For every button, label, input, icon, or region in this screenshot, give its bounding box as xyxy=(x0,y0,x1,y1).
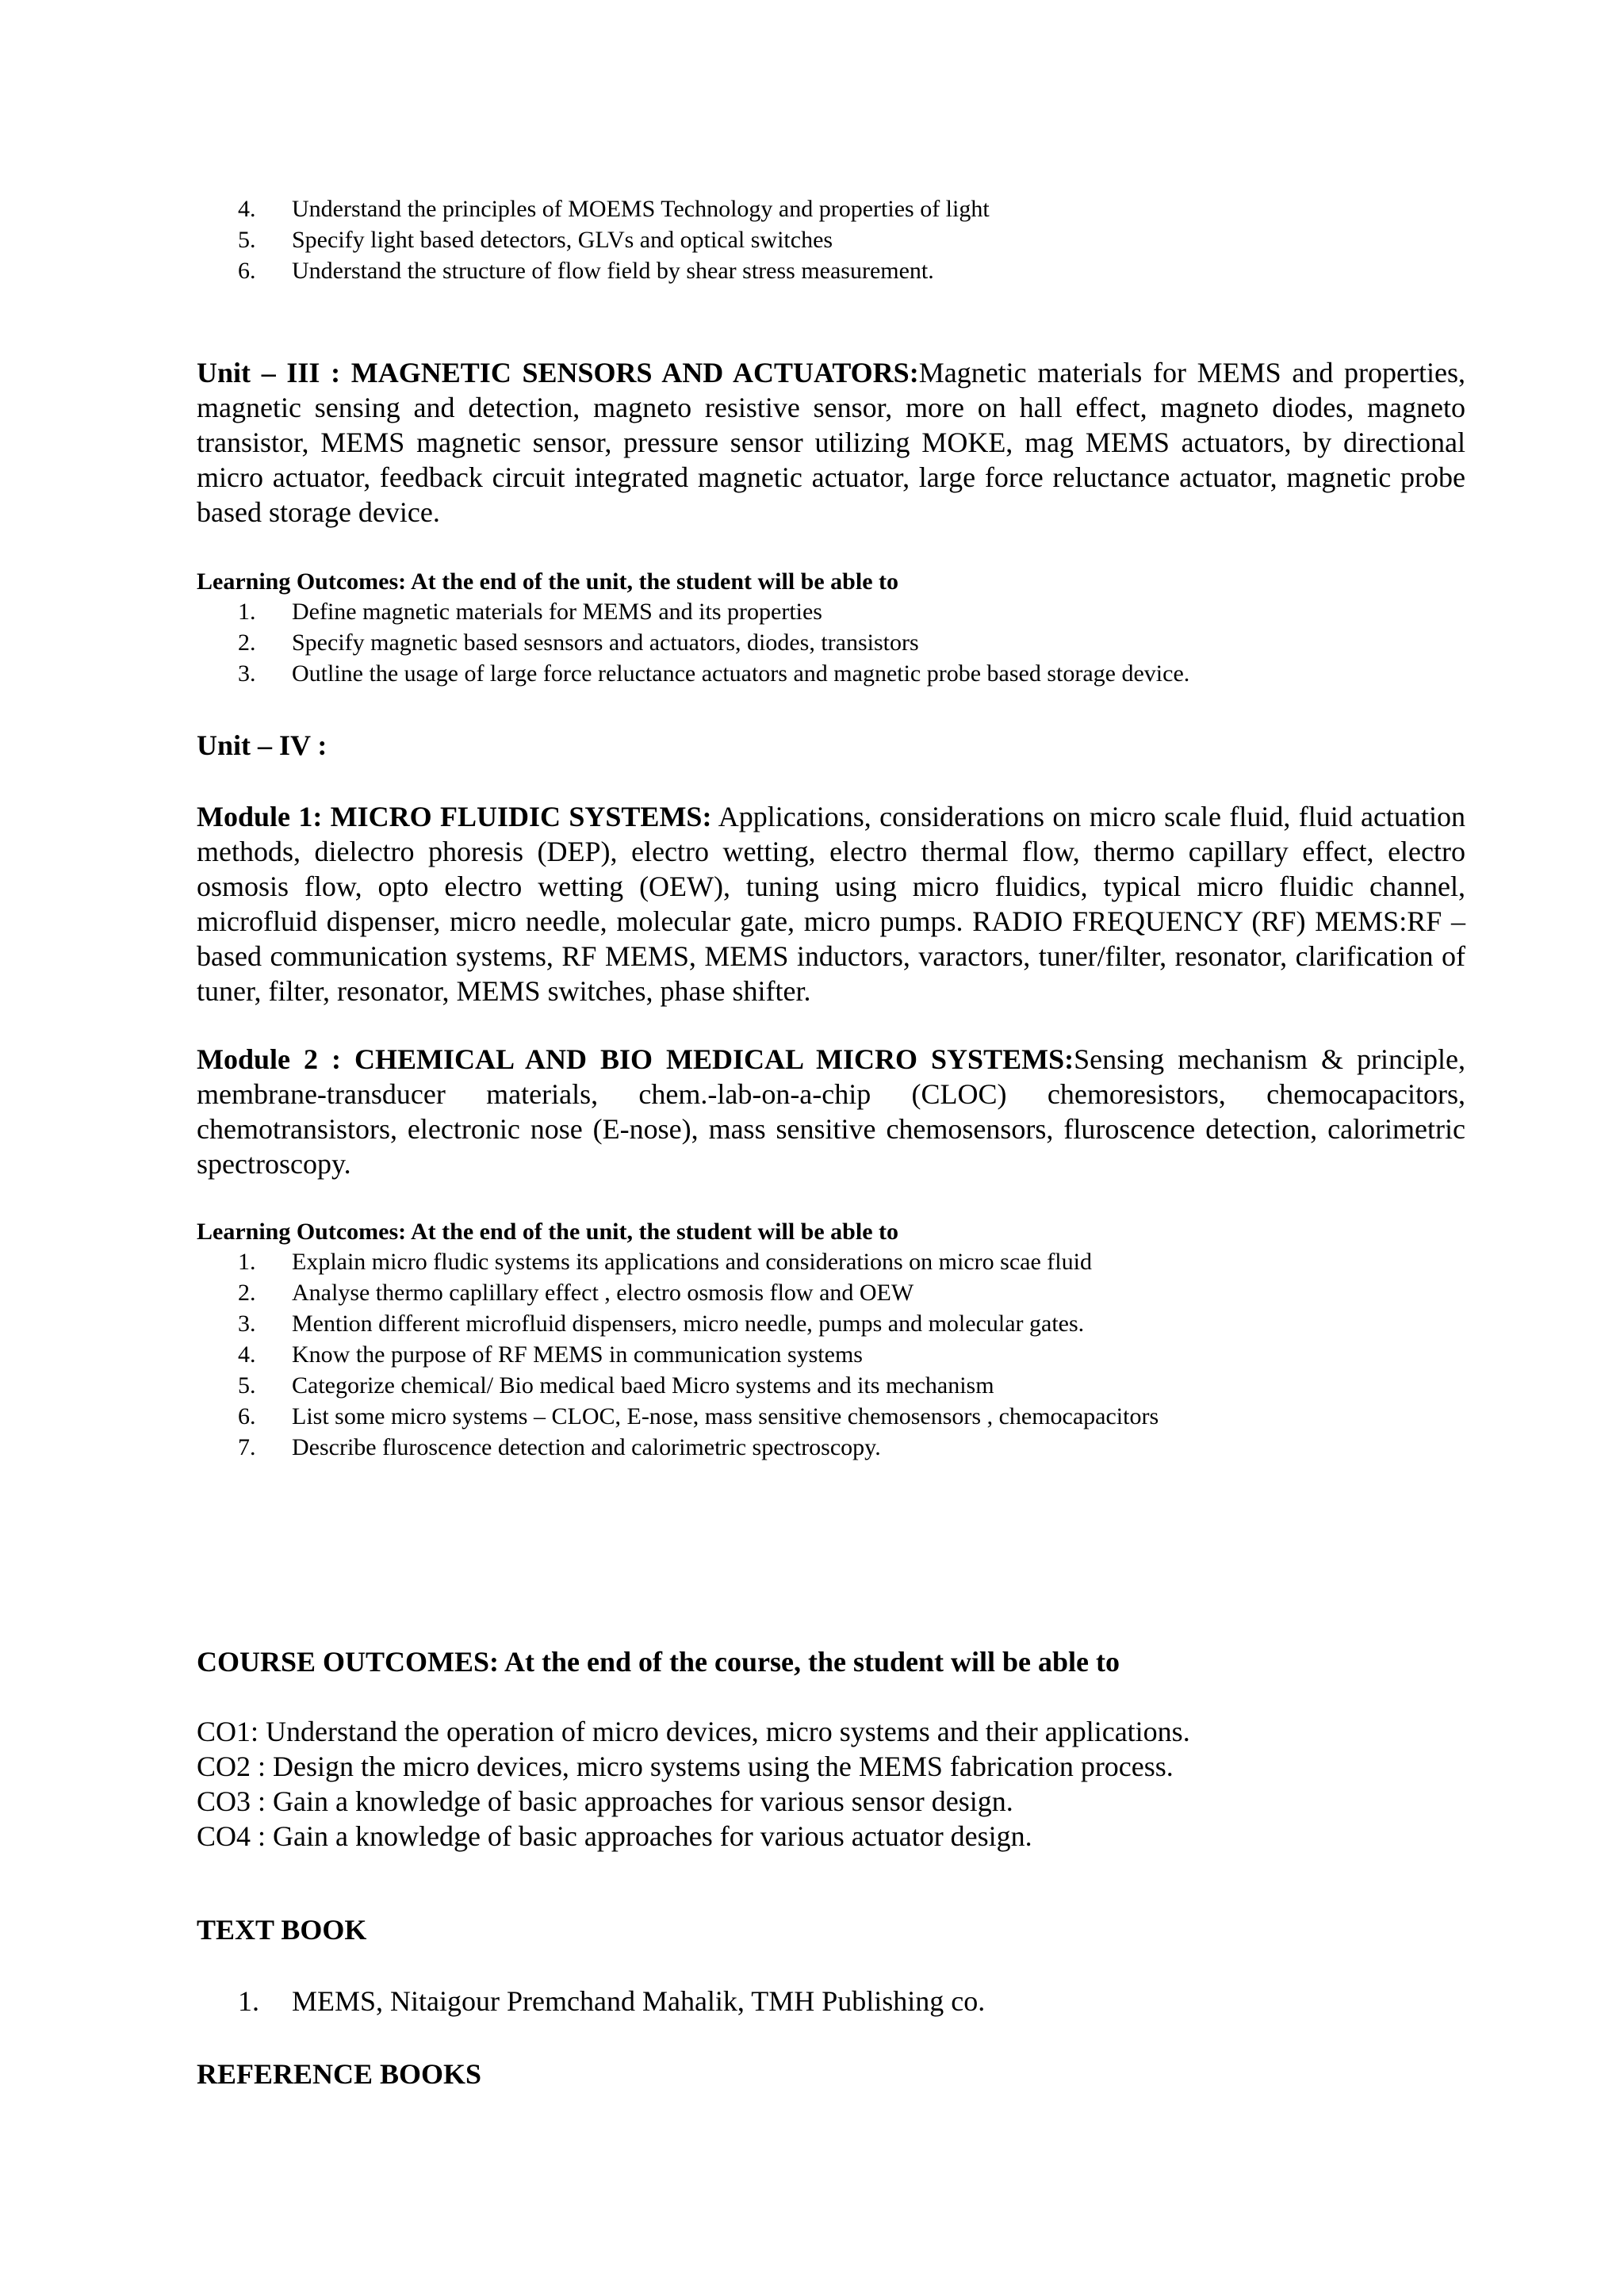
course-outcomes-heading: COURSE OUTCOMES: At the end of the course, the student will be able to xyxy=(197,1646,1120,1678)
list-number: 2. xyxy=(238,1280,256,1306)
unit3-learning-outcomes-heading: Learning Outcomes: At the end of the unit, the student will be able to xyxy=(197,568,898,595)
list-text: Explain micro fludic systems its applications and considerations on micro scae fluid xyxy=(292,1249,1092,1275)
list-number: 6. xyxy=(238,1403,256,1429)
course-outcome-item: CO4 : Gain a knowledge of basic approaches for various actuator design. xyxy=(197,1820,1032,1852)
list-number: 6. xyxy=(238,258,256,284)
list-item xyxy=(238,193,1475,224)
list-number: 1. xyxy=(238,1985,259,2017)
list-number: 2. xyxy=(238,629,256,656)
list-item xyxy=(238,1432,1475,1463)
list-item xyxy=(238,596,1475,627)
course-outcome-item: CO2 : Design the micro devices, micro systems using the MEMS fabrication process. xyxy=(197,1751,1174,1782)
module1-paragraph xyxy=(197,799,1465,1008)
list-item xyxy=(238,224,1475,255)
list-text: Analyse thermo caplillary effect , electro osmosis flow and OEW xyxy=(292,1280,914,1306)
list-item xyxy=(238,627,1475,658)
list-text: Understand the structure of flow field by shear stress measurement. xyxy=(292,258,934,284)
list-text: Outline the usage of large force reluctance actuators and magnetic probe based storage device. xyxy=(292,660,1190,687)
course-outcome-item: CO1: Understand the operation of micro devices, micro systems and their applications. xyxy=(197,1716,1190,1747)
reference-books-heading: REFERENCE BOOKS xyxy=(197,2058,482,2090)
module1-heading: Module 1: MICRO FLUIDIC SYSTEMS: xyxy=(197,801,712,832)
list-item xyxy=(238,1246,1475,1277)
text-book-list xyxy=(238,1984,1475,2019)
module2-paragraph xyxy=(197,1042,1465,1181)
module1-body: Applications, considerations on micro scale fluid, fluid actuation methods, dielectro phoresis (DEP), electro wetting, electro thermal flow, thermo capillary effect, electro osmosis flow, opto electro wetting (OEW), tuning using micro fluidics, typical micro fluidic channel, microfluid dispenser, micro needle, molecular gate, micro pumps. RADIO FREQUENCY (RF) MEMS:RF – based communication systems, RF MEMS, MEMS inductors, varactors, tuner/filter, resonator, clarification of tuner, filter, resonator, MEMS switches, phase shifter. xyxy=(197,801,1465,1007)
list-number: 4. xyxy=(238,1341,256,1368)
unit4-heading: Unit – IV : xyxy=(197,729,327,761)
list-text: Know the purpose of RF MEMS in communication systems xyxy=(292,1341,863,1368)
list-number: 7. xyxy=(238,1434,256,1460)
list-text: MEMS, Nitaigour Premchand Mahalik, TMH Publishing co. xyxy=(292,1985,986,2017)
list-number: 5. xyxy=(238,227,256,253)
course-outcome-item: CO3 : Gain a knowledge of basic approaches for various sensor design. xyxy=(197,1785,1013,1817)
unit3-heading: Unit – III : MAGNETIC SENSORS AND ACTUATORS: xyxy=(197,357,919,388)
unit3-paragraph xyxy=(197,355,1465,530)
list-text: Define magnetic materials for MEMS and its properties xyxy=(292,599,822,625)
list-item xyxy=(238,1339,1475,1370)
list-text: Understand the principles of MOEMS Technology and properties of light xyxy=(292,196,990,222)
text-book-heading: TEXT BOOK xyxy=(197,1914,367,1946)
list-number: 1. xyxy=(238,1249,256,1275)
unit3-body: Magnetic materials for MEMS and properties, magnetic sensing and detection, magneto resistive sensor, more on hall effect, magneto diodes, magneto transistor, MEMS magnetic sensor, pressure sensor utilizing MOKE, mag MEMS actuators, by directional micro actuator, feedback circuit integrated magnetic actuator, large force reluctance actuator, magnetic probe based storage device. xyxy=(197,357,1465,528)
list-number: 3. xyxy=(238,660,256,687)
list-item xyxy=(238,658,1475,689)
list-text: Specify magnetic based sesnsors and actuators, diodes, transistors xyxy=(292,629,919,656)
list-item xyxy=(238,1308,1475,1339)
course-outcomes-list xyxy=(197,1714,1465,1854)
list-number: 4. xyxy=(238,196,256,222)
list-number: 5. xyxy=(238,1372,256,1399)
list-item xyxy=(238,1401,1475,1432)
unit4-learning-outcomes-heading: Learning Outcomes: At the end of the unit, the student will be able to xyxy=(197,1219,898,1245)
list-text: Describe fluroscence detection and calorimetric spectroscopy. xyxy=(292,1434,881,1460)
list-item xyxy=(238,1277,1475,1308)
list-item xyxy=(238,255,1475,286)
unit3-outcomes-list xyxy=(238,596,1475,689)
list-number: 3. xyxy=(238,1311,256,1337)
list-text: Specify light based detectors, GLVs and optical switches xyxy=(292,227,833,253)
unit2-outcomes-list xyxy=(238,193,1475,286)
list-text: List some micro systems – CLOC, E-nose, mass sensitive chemosensors , chemocapacitors xyxy=(292,1403,1159,1429)
module2-body: Sensing mechanism & principle, membrane-transducer materials, chem.-lab-on-a-chip (CLOC) chemoresistors, chemocapacitors, chemotransistors, electronic nose (E-nose), mass sensitive chemosensors, fluroscence detection, calorimetric spectroscopy. xyxy=(197,1043,1466,1180)
list-item xyxy=(238,1984,1475,2019)
list-number: 1. xyxy=(238,599,256,625)
unit4-outcomes-list xyxy=(238,1246,1475,1463)
module2-heading: Module 2 : CHEMICAL AND BIO MEDICAL MICRO SYSTEMS: xyxy=(197,1043,1074,1075)
list-text: Mention different microfluid dispensers, micro needle, pumps and molecular gates. xyxy=(292,1311,1085,1337)
list-item xyxy=(238,1370,1475,1401)
list-text: Categorize chemical/ Bio medical baed Micro systems and its mechanism xyxy=(292,1372,994,1399)
